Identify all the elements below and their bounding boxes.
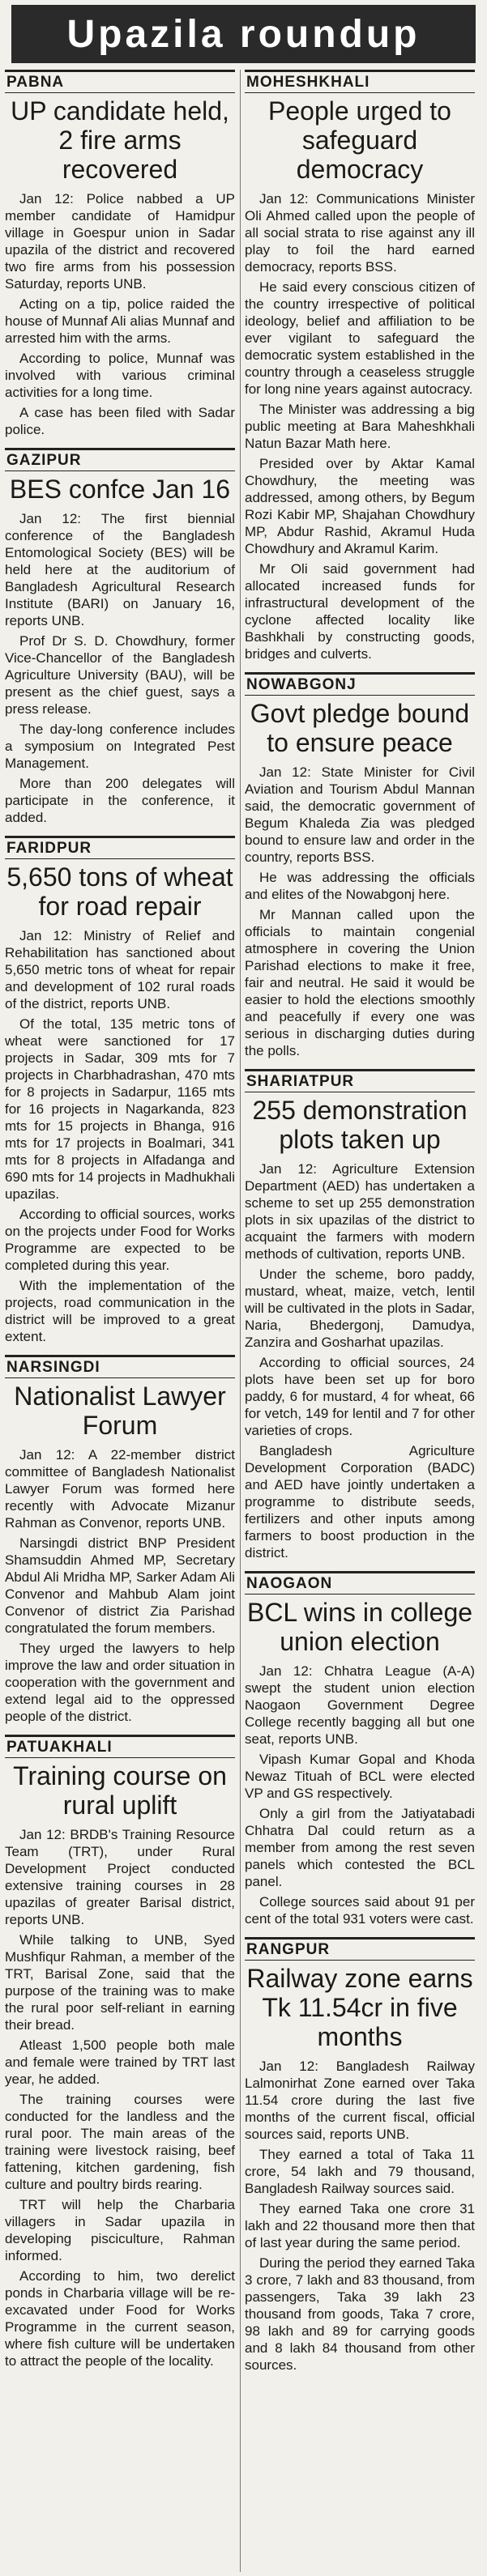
location-tag: GAZIPUR — [5, 448, 235, 471]
headline: 255 demonstration plots taken up — [252, 1096, 468, 1154]
story-paragraph: During the period they earned Taka 3 crore, 7 lakh and 83 thousand, from passengers, Taka 39 lakh 23 thousand from goods, Taka 7 crore, 98 lakh and 89 for carrying goods and 8 lakh 84 thousand from other sources. — [245, 2255, 475, 2373]
story-paragraph: The day-long conference includes a symposium on Integrated Pest Management. — [5, 722, 235, 771]
story-paragraph: While talking to UNB, Syed Mushfiqur Rahman, a member of the TRT, Barisal Zone, said that the purpose of the training was to make the rural poor self-reliant in earning their bread. — [5, 1932, 235, 2033]
story-paragraph: Jan 12: Chhatra League (A-A) swept the student union election Naogaon Government Degree College recently bagging all but one seat, reports UNB. — [245, 1663, 475, 1747]
left-column — [5, 70, 235, 2379]
story-paragraph: Jan 12: State Minister for Civil Aviation and Tourism Abdul Mannan said, the democratic government of Begum Khaleda Zia was pledged bound to ensure law and order in the country, reports BSS. — [245, 764, 475, 865]
story-paragraph: Jan 12: Ministry of Relief and Rehabilitation has sanctioned about 5,650 metric tons of wheat for repair and development of 102 rural roads of the district, reports UNB. — [5, 928, 235, 1011]
story-paragraph: He was addressing the officials and elites of the Nowabgonj here. — [245, 870, 475, 902]
story-paragraph: Of the total, 135 metric tons of wheat were sanctioned for 17 projects in Sadar, 309 mts for 7 projects in Charbhadrashan, 470 mts for 8 projects in Sadarpur, 1165 mts for 16 projects in Nagarkanda, 823 mts for 15 projects in Bhanga, 916 mts for 17 projects in Boalmari, 341 mts for 8 projects in Alfadanga and 690 mts for 14 projects in Madhukhali upazilas. — [5, 1016, 235, 1202]
story-naogaon — [245, 1571, 475, 1927]
story-paragraph: Jan 12: BRDB's Training Resource Team (TRT), under Rural Development Project conducted extensive training courses in 28 upazilas of greater Barisal district, reports UNB. — [5, 1827, 235, 1927]
story-paragraph: Mr Mannan called upon the officials to maintain congenial atmosphere in covering the Union Parishad elections to make it free, fair and neutral. He said it would be easier to hold the elections smoothly and peacefully if every one was serious in discharging duties during the polls. — [245, 907, 475, 1058]
story-paragraph: The Minister was addressing a big public meeting at Bara Maheshkhali Natun Bazar Math here. — [245, 402, 475, 451]
headline: People urged to safeguard democracy — [268, 96, 451, 184]
story-paragraph: Only a girl from the Jatiyatabadi Chhatra Dal could return as a member from among the rest seven panels which contested the BCL panel. — [245, 1806, 475, 1889]
story-paragraph: Bangladesh Agriculture Development Corporation (BADC) and AED have jointly undertaken a programme to distribute seeds, fertilizers and other inputs among farmers to boost production in the district. — [245, 1443, 475, 1561]
headline: Nationalist Lawyer Forum — [14, 1382, 226, 1440]
story-paragraph: Jan 12: Bangladesh Railway Lalmonirhat Zone earned over Taka 11.54 crore during the last five months of the current fiscal, official sources said, reports UNB. — [245, 2059, 475, 2142]
story-shariatpur — [245, 1069, 475, 1561]
story-paragraph: Jan 12: A 22-member district committee of Bangladesh Nationalist Lawyer Forum was formed here recently with Advocate Mizanur Rahman as Convenor, reports UNB. — [5, 1447, 235, 1531]
headline: BES confce Jan 16 — [9, 475, 231, 504]
headline: Training course on rural uplift — [13, 1761, 227, 1820]
story-paragraph: They earned Taka one crore 31 lakh and 22 thousand more then that of last year during the same period. — [245, 2201, 475, 2250]
location-tag: PATUAKHALI — [5, 1735, 235, 1758]
story-faridpur — [5, 836, 235, 1345]
story-paragraph: Mr Oli said government had allocated increased funds for infrastructural development of the cyclone affected locality like Bashkhali by constructing goods, bridges and culverts. — [245, 561, 475, 662]
story-paragraph: The training courses were conducted for the landless and the rural poor. The main areas of the training were livestock raising, beef fattening, kitchen gardening, fish culture and poultry birds rearing. — [5, 2092, 235, 2192]
story-paragraph: Atleast 1,500 people both male and female were trained by TRT last year, he added. — [5, 2037, 235, 2087]
story-paragraph: Jan 12: Police nabbed a UP member candidate of Hamidpur village in Goespur union in Sadar upazila of the district and recovered two fire arms from his possession Saturday, reports UNB. — [5, 191, 235, 292]
story-moheshkhali — [245, 70, 475, 662]
story-paragraph: TRT will help the Charbaria villagers in Sadar upazila in developing pisciculture, Rahman informed. — [5, 2197, 235, 2263]
headline: BCL wins in college union election — [246, 1598, 473, 1656]
story-pabna — [5, 70, 235, 438]
headline: UP candidate held, 2 fire arms recovered — [11, 96, 229, 184]
story-nowabgonj — [245, 672, 475, 1059]
section-banner: Upazila roundup — [11, 5, 476, 63]
location-tag: SHARIATPUR — [245, 1069, 475, 1092]
story-paragraph: They urged the lawyers to help improve the law and order situation in cooperation with the government and extend legal aid to the oppressed people of the district. — [5, 1641, 235, 1724]
location-tag: NOWABGONJ — [245, 672, 475, 696]
story-paragraph: He said every conscious citizen of the country irrespective of political ideology, belief and affiliation to be ever vigilant to safeguard the democratic system established in the country through a ceaseless struggle for long nine years against autocracy. — [245, 279, 475, 397]
story-paragraph: According to official sources, works on the projects under Food for Works Programme are expected to be completed during this year. — [5, 1207, 235, 1273]
story-gazipur — [5, 448, 235, 826]
story-paragraph: Under the scheme, boro paddy, mustard, wheat, maize, vetch, lentil will be cultivated in the plots in Sadar, Naria, Bhedergonj, Damudya, Zanzira and Gosharhat upazilas. — [245, 1267, 475, 1350]
story-paragraph: According to police, Munnaf was involved with various criminal activities for a long time. — [5, 351, 235, 400]
story-paragraph: They earned a total of Taka 11 crore, 54 lakh and 79 thousand, Bangladesh Railway sources said. — [245, 2147, 475, 2196]
story-paragraph: With the implementation of the projects, road communication in the district will be improved to a great extent. — [5, 1278, 235, 1344]
story-rangpur — [245, 1937, 475, 2374]
story-paragraph: A case has been filed with Sadar police. — [5, 405, 235, 437]
location-tag: RANGPUR — [245, 1937, 475, 1961]
headline: 5,650 tons of wheat for road repair — [6, 862, 233, 921]
headline: Railway zone earns Tk 11.54cr in five months — [246, 1964, 473, 2051]
story-paragraph: Vipash Kumar Gopal and Khoda Newaz Tituah of BCL were elected VP and GS respectively. — [245, 1752, 475, 1801]
location-tag: PABNA — [5, 70, 235, 93]
story-paragraph: More than 200 delegates will participate in the conference, it added. — [5, 776, 235, 825]
location-tag: FARIDPUR — [5, 836, 235, 859]
location-tag: MOHESHKHALI — [245, 70, 475, 93]
story-paragraph: According to official sources, 24 plots have been set up for boro paddy, 6 for mustard, 4 for wheat, 66 for vetch, 149 for lentil and 7 for other varieties of crops. — [245, 1355, 475, 1438]
story-paragraph: Narsingdi district BNP President Shamsuddin Ahmed MP, Secretary Abdul Ali Mridha MP, Sarker Adam Ali Convenor and Mahbub Alam joint Convenor of district Zia Parishad congratulated the forum members. — [5, 1535, 235, 1636]
location-tag: NAOGAON — [245, 1571, 475, 1595]
right-column — [245, 70, 475, 2383]
story-paragraph: Acting on a tip, police raided the house of Munnaf Ali alias Munnaf and arrested him with the arms. — [5, 296, 235, 346]
story-paragraph: According to him, two derelict ponds in Charbaria village will be re-excavated under Food for Works Programme in the current season, where fish culture will be undertaken to attract the people of the locality. — [5, 2268, 235, 2369]
story-paragraph: Jan 12: The first biennial conference of the Bangladesh Entomological Society (BES) will be held here at the auditorium of Bangladesh Agricultural Research Institute (BARI) on January 16, reports UNB. — [5, 511, 235, 628]
story-paragraph: Prof Dr S. D. Chowdhury, former Vice-Chancellor of the Bangladesh Agriculture University (BAU), will be present as the chief guest, says a press release. — [5, 633, 235, 717]
story-patuakhali — [5, 1735, 235, 2369]
location-tag: NARSINGDI — [5, 1355, 235, 1378]
headline: Govt pledge bound to ensure peace — [250, 699, 470, 757]
story-paragraph: Jan 12: Communications Minister Oli Ahmed called upon the people of all social strata to rise against any ill play to foil the hard earned democracy, reports BSS. — [245, 191, 475, 275]
story-narsingdi — [5, 1355, 235, 1725]
story-paragraph: Jan 12: Agriculture Extension Department (AED) has undertaken a scheme to set up 255 demonstration plots in six upazilas of the district to acquaint the farmers with modern methods of cultivation, reports UNB. — [245, 1161, 475, 1262]
column-divider — [240, 70, 241, 2572]
story-paragraph: Presided over by Aktar Kamal Chowdhury, the meeting was addressed, among others, by Begum Rozi Kabir MP, Shajahan Chowdhury MP, Abdur Rashid, Akramul Huda Chowdhury and Akramul Karim. — [245, 456, 475, 556]
story-paragraph: College sources said about 91 per cent of the total 931 voters were cast. — [245, 1894, 475, 1927]
